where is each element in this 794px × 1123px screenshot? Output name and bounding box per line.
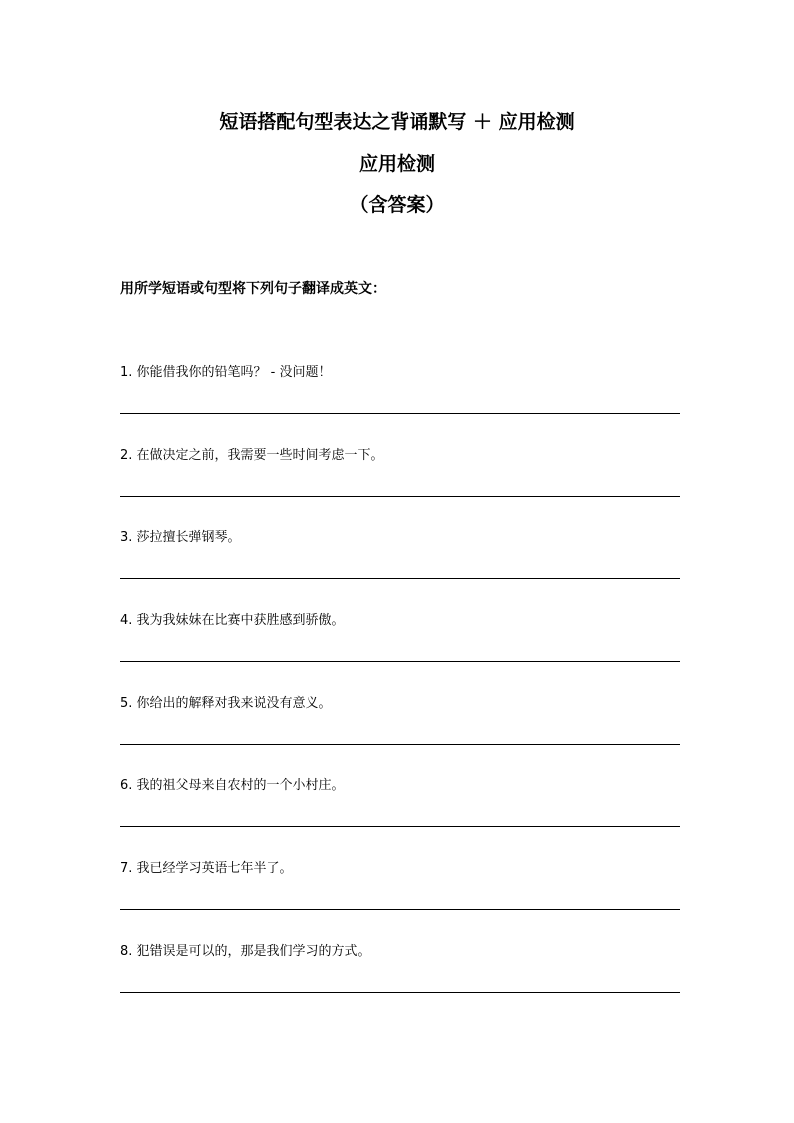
document-title: 短语搭配句型表达之背诵默写 ＋ 应用检测	[219, 111, 575, 133]
question-item	[120, 696, 680, 756]
question-text: 4. 我为我妹妹在比赛中获胜感到骄傲。	[120, 613, 345, 628]
question-text: 1. 你能借我你的铅笔吗？ - 没问题！	[120, 365, 332, 380]
answer-line[interactable]	[120, 661, 680, 662]
answer-note: （含答案）	[349, 194, 445, 216]
question-text: 8. 犯错误是可以的，那是我们学习的方式。	[120, 944, 371, 959]
answer-line[interactable]	[120, 496, 680, 497]
question-item	[120, 448, 680, 508]
answer-line[interactable]	[120, 413, 680, 414]
question-item	[120, 861, 680, 921]
document-subtitle: 应用检测	[358, 153, 435, 175]
question-item	[120, 944, 680, 1004]
question-item	[120, 613, 680, 673]
question-text: 3. 莎拉擅长弹钢琴。	[120, 530, 241, 545]
instruction-text: 用所学短语或句型将下列句子翻译成英文：	[120, 281, 386, 297]
question-text: 7. 我已经学习英语七年半了。	[120, 861, 293, 876]
answer-line[interactable]	[120, 992, 680, 993]
answer-line[interactable]	[120, 578, 680, 579]
answer-line[interactable]	[120, 744, 680, 745]
question-text: 6. 我的祖父母来自农村的一个小村庄。	[120, 778, 345, 793]
answer-line[interactable]	[120, 826, 680, 827]
question-item	[120, 778, 680, 838]
question-item	[120, 365, 680, 425]
question-item	[120, 530, 680, 590]
answer-line[interactable]	[120, 909, 680, 910]
question-text: 2. 在做决定之前，我需要一些时间考虑一下。	[120, 448, 384, 463]
question-text: 5. 你给出的解释对我来说没有意义。	[120, 696, 332, 711]
